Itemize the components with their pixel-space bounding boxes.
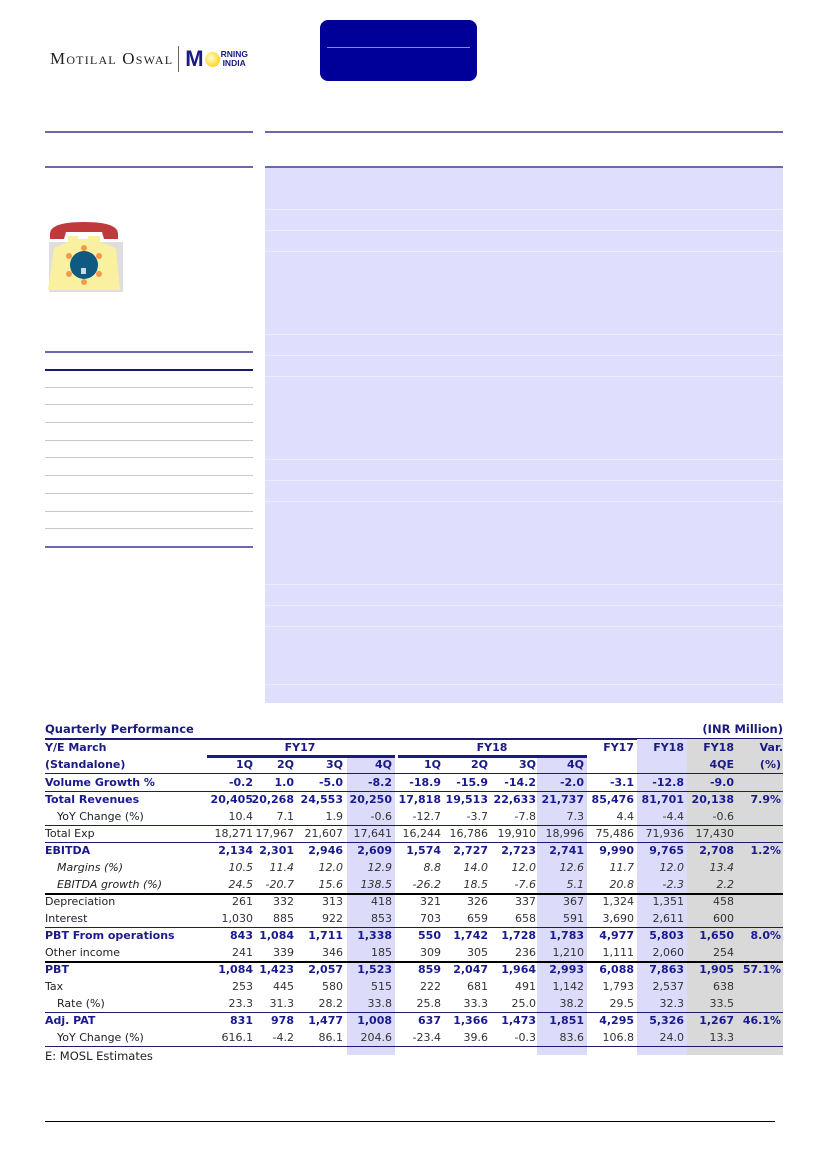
table-row — [45, 774, 783, 791]
conference-call-phone-icon — [46, 220, 124, 292]
row-value: 1,030 — [221, 912, 253, 925]
row-value: 204.6 — [360, 1031, 392, 1044]
row-value: 24,553 — [300, 793, 343, 806]
row-value: 1,728 — [501, 929, 536, 942]
row-value: -0.3 — [514, 1031, 536, 1044]
row-value: 222 — [420, 980, 441, 993]
row-value: 4.4 — [616, 810, 634, 823]
row-value: -12.8 — [652, 776, 684, 789]
row-value: -26.2 — [412, 878, 441, 891]
row-value: 8.0% — [750, 929, 781, 942]
row-value: 1,111 — [602, 946, 634, 959]
row-value: 922 — [322, 912, 343, 925]
row-value: 1,650 — [699, 929, 734, 942]
row-value: 85,476 — [591, 793, 634, 806]
row-value: 7,863 — [649, 963, 684, 976]
row-value: 21,737 — [541, 793, 584, 806]
left-rule-top — [45, 131, 253, 133]
table-row — [45, 825, 783, 842]
row-value: 853 — [371, 912, 392, 925]
table-row — [45, 927, 783, 944]
row-label: Volume Growth % — [45, 776, 155, 789]
row-value: 17,818 — [398, 793, 441, 806]
header-quarter: 3Q — [518, 758, 536, 771]
row-value: 18.5 — [463, 878, 488, 891]
row-value: 33.5 — [709, 997, 734, 1010]
row-value: 15.6 — [318, 878, 343, 891]
row-value — [735, 893, 781, 910]
row-value: 5,326 — [649, 1014, 684, 1027]
row-divider — [45, 1046, 783, 1047]
row-value: 2,946 — [308, 844, 343, 857]
row-value — [735, 808, 781, 825]
row-value: 2,727 — [453, 844, 488, 857]
table-row — [45, 1029, 783, 1046]
page-footer-rule — [45, 1121, 775, 1122]
row-value: 2,060 — [652, 946, 684, 959]
table-row — [45, 808, 783, 825]
content-panel — [265, 168, 783, 703]
row-value: 616.1 — [221, 1031, 253, 1044]
row-label: PBT From operations — [45, 929, 175, 942]
row-value: 14.0 — [463, 861, 488, 874]
row-value: -4.4 — [662, 810, 684, 823]
row-value: 1,338 — [357, 929, 392, 942]
row-value: -12.7 — [412, 810, 441, 823]
row-value: 28.2 — [318, 997, 343, 1010]
left-list-rule-4 — [45, 404, 253, 405]
row-value: 2,611 — [652, 912, 684, 925]
row-value: 1,210 — [552, 946, 584, 959]
sun-icon — [205, 52, 220, 67]
row-value: 638 — [713, 980, 734, 993]
row-value: 515 — [371, 980, 392, 993]
row-value: 2,537 — [652, 980, 684, 993]
row-label: Margins (%) — [57, 861, 124, 874]
row-value: 2,609 — [357, 844, 392, 857]
row-value: 1,351 — [652, 895, 684, 908]
row-value: 11.7 — [609, 861, 634, 874]
row-value: 445 — [273, 980, 294, 993]
row-value: 7.9% — [750, 793, 781, 806]
row-value: 38.2 — [559, 997, 584, 1010]
row-value: 418 — [371, 895, 392, 908]
panel-row-sep — [265, 480, 783, 481]
row-value: -2.3 — [662, 878, 684, 891]
row-value: 703 — [420, 912, 441, 925]
row-value: 12.0 — [511, 861, 536, 874]
row-value: 2,047 — [453, 963, 488, 976]
left-list-rule-6 — [45, 440, 253, 441]
table-row — [45, 995, 783, 1012]
row-value: -20.7 — [265, 878, 294, 891]
panel-row-sep — [265, 230, 783, 231]
table-row — [45, 859, 783, 876]
row-value: 57.1% — [742, 963, 781, 976]
row-value: -0.2 — [228, 776, 253, 789]
table-row — [45, 944, 783, 961]
row-value: 22,633 — [493, 793, 536, 806]
row-value: 1,324 — [602, 895, 634, 908]
row-value: 1,267 — [699, 1014, 734, 1027]
row-label: Total Exp — [45, 827, 95, 840]
row-value: -5.0 — [318, 776, 343, 789]
row-value: 106.8 — [602, 1031, 634, 1044]
row-value: 591 — [563, 912, 584, 925]
row-value: 9,765 — [649, 844, 684, 857]
row-value: 859 — [418, 963, 441, 976]
row-value: 10.4 — [228, 810, 253, 823]
row-value — [735, 1029, 781, 1046]
header-quarter: 1Q — [423, 758, 441, 771]
row-label: YoY Change (%) — [57, 810, 144, 823]
row-value: 1,742 — [453, 929, 488, 942]
logo-divider — [178, 46, 179, 72]
row-value: 19,513 — [445, 793, 488, 806]
row-label: PBT — [45, 963, 69, 976]
row-value — [735, 825, 781, 842]
header-fy18: FY18 — [653, 741, 684, 754]
row-divider — [45, 1012, 783, 1013]
row-value: 1,084 — [259, 929, 294, 942]
header-ye-march: Y/E March — [45, 741, 107, 754]
row-divider — [45, 825, 783, 826]
left-list-rule-5 — [45, 422, 253, 423]
row-value: 46.1% — [742, 1014, 781, 1027]
panel-row-sep — [265, 334, 783, 335]
row-value: 20,268 — [251, 793, 294, 806]
row-value: 25.8 — [416, 997, 441, 1010]
row-value: 31.3 — [269, 997, 294, 1010]
row-value: 659 — [467, 912, 488, 925]
row-value: 18,271 — [214, 827, 253, 840]
table-row — [45, 842, 783, 859]
row-value: -8.2 — [367, 776, 392, 789]
row-value: 2,708 — [699, 844, 734, 857]
row-value: -9.0 — [709, 776, 734, 789]
row-value: -23.4 — [412, 1031, 441, 1044]
row-value: 20,250 — [349, 793, 392, 806]
row-value: 313 — [322, 895, 343, 908]
row-value — [735, 876, 781, 893]
row-value: 2,134 — [218, 844, 253, 857]
row-value: 16,244 — [402, 827, 441, 840]
row-value: 13.4 — [709, 861, 734, 874]
row-value: 1,574 — [406, 844, 441, 857]
row-value: 309 — [420, 946, 441, 959]
row-value: 1,008 — [357, 1014, 392, 1027]
row-value: 23.3 — [228, 997, 253, 1010]
header-fy18e-4qe: 4QE — [709, 758, 734, 771]
wordmark-top: RNING — [220, 49, 248, 59]
row-value: 367 — [563, 895, 584, 908]
row-value: 29.5 — [609, 997, 634, 1010]
row-value: -3.7 — [466, 810, 488, 823]
row-value: 17,967 — [255, 827, 294, 840]
row-value: 17,430 — [695, 827, 734, 840]
table-row — [45, 876, 783, 893]
row-value: 600 — [713, 912, 734, 925]
row-value: 138.5 — [360, 878, 392, 891]
row-value: 681 — [467, 980, 488, 993]
row-value: 254 — [713, 946, 734, 959]
row-value: 185 — [371, 946, 392, 959]
row-value: 6,088 — [599, 963, 634, 976]
row-value: 885 — [273, 912, 294, 925]
panel-row-sep — [265, 584, 783, 585]
row-value: 332 — [273, 895, 294, 908]
panel-row-sep — [265, 626, 783, 627]
header-quarter: 2Q — [276, 758, 294, 771]
row-label: EBITDA growth (%) — [57, 878, 162, 891]
motilal-oswal-logo — [50, 44, 248, 74]
table-row — [45, 1012, 783, 1029]
row-label: Other income — [45, 946, 121, 959]
row-value: 831 — [230, 1014, 253, 1027]
left-list-rule-9 — [45, 493, 253, 494]
row-value: -7.8 — [514, 810, 536, 823]
row-value: 86.1 — [318, 1031, 343, 1044]
row-value: 236 — [515, 946, 536, 959]
row-divider — [45, 961, 783, 963]
row-value — [735, 995, 781, 1012]
row-value: 1,142 — [552, 980, 584, 993]
row-value — [735, 910, 781, 927]
row-value: 1.0 — [274, 776, 294, 789]
row-value: 39.6 — [463, 1031, 488, 1044]
row-value: 75,486 — [595, 827, 634, 840]
row-value: 1,964 — [501, 963, 536, 976]
row-value: -18.9 — [409, 776, 441, 789]
row-label: Total Revenues — [45, 793, 140, 806]
row-value: 580 — [322, 980, 343, 993]
row-value: 12.6 — [559, 861, 584, 874]
wordmark-bottom: INDIA — [222, 58, 246, 68]
row-value: 20,405 — [210, 793, 253, 806]
row-divider — [45, 791, 783, 792]
row-value: 83.6 — [559, 1031, 584, 1044]
row-value: -15.9 — [456, 776, 488, 789]
table-row — [45, 910, 783, 927]
panel-row-sep — [265, 501, 783, 502]
row-value: 658 — [515, 912, 536, 925]
row-label: Adj. PAT — [45, 1014, 96, 1027]
row-value: -0.6 — [712, 810, 734, 823]
row-value: 326 — [467, 895, 488, 908]
row-value: 20,138 — [691, 793, 734, 806]
header-var: Var. — [759, 741, 783, 754]
header-quarter: 2Q — [470, 758, 488, 771]
table-row — [45, 961, 783, 978]
row-value — [735, 944, 781, 961]
row-value: 20.8 — [609, 878, 634, 891]
left-list-rule-11 — [45, 528, 253, 529]
row-value: 4,977 — [599, 929, 634, 942]
row-value: 33.8 — [367, 997, 392, 1010]
row-value: 1,084 — [218, 963, 253, 976]
row-value: 1.2% — [750, 844, 781, 857]
row-label: YoY Change (%) — [57, 1031, 144, 1044]
table-footnote: E: MOSL Estimates — [45, 1049, 153, 1063]
row-value: 12.0 — [659, 861, 684, 874]
header-quarter: 1Q — [235, 758, 253, 771]
panel-row-sep — [265, 209, 783, 210]
row-value: 978 — [271, 1014, 294, 1027]
row-value: 11.4 — [269, 861, 294, 874]
row-value: 13.3 — [709, 1031, 734, 1044]
row-value: 2,301 — [259, 844, 294, 857]
header-fy17-group: FY17 — [284, 741, 316, 754]
row-value: 491 — [515, 980, 536, 993]
row-value: 33.3 — [463, 997, 488, 1010]
row-value: 241 — [232, 946, 253, 959]
row-value: 7.1 — [276, 810, 294, 823]
row-label: Rate (%) — [57, 997, 105, 1010]
row-value: 337 — [515, 895, 536, 908]
row-value: 5.1 — [566, 878, 584, 891]
row-value: 18,996 — [545, 827, 584, 840]
left-list-rule-bottom — [45, 546, 253, 548]
morning-india-m: M — [185, 46, 204, 71]
row-value: 1,423 — [259, 963, 294, 976]
row-value: -14.2 — [504, 776, 536, 789]
header-standalone: (Standalone) — [45, 758, 126, 771]
row-value: 24.0 — [659, 1031, 684, 1044]
row-value: 2,993 — [549, 963, 584, 976]
row-value: 32.3 — [659, 997, 684, 1010]
table-title: Quarterly Performance — [45, 722, 194, 736]
header-row-2 — [45, 756, 783, 773]
table-row — [45, 978, 783, 995]
row-value: 12.0 — [318, 861, 343, 874]
badge-divider — [327, 47, 470, 48]
row-value: 5,803 — [649, 929, 684, 942]
right-rule-top — [265, 131, 783, 133]
row-value: 25.0 — [511, 997, 536, 1010]
row-value: 458 — [713, 895, 734, 908]
left-list-rule-10 — [45, 511, 253, 512]
row-label: Depreciation — [45, 895, 116, 908]
row-value: -0.6 — [370, 810, 392, 823]
row-value: -4.2 — [272, 1031, 294, 1044]
row-value: 346 — [322, 946, 343, 959]
brand-name: Motilal Oswal — [50, 49, 174, 68]
row-value: 9,990 — [599, 844, 634, 857]
header-row-1 — [45, 739, 783, 756]
panel-row-sep — [265, 605, 783, 606]
row-value: 3,690 — [602, 912, 634, 925]
header-fy18e: FY18 — [703, 741, 734, 754]
row-value: 1.9 — [325, 810, 343, 823]
panel-row-sep — [265, 684, 783, 685]
row-value: 1,477 — [308, 1014, 343, 1027]
row-value: 550 — [418, 929, 441, 942]
header-badge — [320, 20, 477, 81]
table-row — [45, 791, 783, 808]
row-value: 253 — [232, 980, 253, 993]
row-value: 321 — [420, 895, 441, 908]
row-value: 1,366 — [453, 1014, 488, 1027]
morning-india-wordmark — [221, 50, 248, 68]
row-value: 1,711 — [308, 929, 343, 942]
row-value: -2.0 — [559, 776, 584, 789]
left-list-rule-1 — [45, 351, 253, 353]
row-value: 1,473 — [501, 1014, 536, 1027]
row-value: 4,295 — [599, 1014, 634, 1027]
left-list-rule-8 — [45, 475, 253, 476]
table-unit: (INR Million) — [702, 722, 783, 736]
row-value: 71,936 — [645, 827, 684, 840]
row-divider — [45, 893, 783, 895]
row-label: Interest — [45, 912, 88, 925]
header-quarter: 3Q — [325, 758, 343, 771]
row-value: 637 — [418, 1014, 441, 1027]
row-value: -7.6 — [514, 878, 536, 891]
row-value: 843 — [230, 929, 253, 942]
row-divider — [45, 927, 783, 928]
row-value: -3.1 — [609, 776, 634, 789]
left-list-rule-3 — [45, 387, 253, 388]
row-value: 339 — [273, 946, 294, 959]
row-value: 305 — [467, 946, 488, 959]
row-value: 261 — [232, 895, 253, 908]
panel-row-sep — [265, 251, 783, 252]
row-value: 7.3 — [566, 810, 584, 823]
row-value: 17,641 — [353, 827, 392, 840]
header-var-pct: (%) — [759, 758, 781, 771]
row-value: 81,701 — [641, 793, 684, 806]
row-value: 8.8 — [423, 861, 441, 874]
row-value: 1,905 — [699, 963, 734, 976]
header-quarter: 4Q — [566, 758, 584, 771]
header-fy18-group: FY18 — [476, 741, 508, 754]
row-value: 1,783 — [549, 929, 584, 942]
row-value: 1,523 — [357, 963, 392, 976]
left-rule-second — [45, 166, 253, 168]
row-divider — [45, 842, 783, 843]
row-value: 2,741 — [549, 844, 584, 857]
row-value — [735, 978, 781, 995]
left-list-rule-2 — [45, 369, 253, 371]
row-value: 10.5 — [228, 861, 253, 874]
row-value — [735, 774, 781, 791]
table-row — [45, 893, 783, 910]
row-value: 16,786 — [449, 827, 488, 840]
row-value: 2.2 — [716, 878, 734, 891]
row-value — [735, 859, 781, 876]
left-list-rule-7 — [45, 457, 253, 458]
row-value: 19,910 — [497, 827, 536, 840]
row-value: 2,057 — [308, 963, 343, 976]
row-value: 21,607 — [304, 827, 343, 840]
panel-row-sep — [265, 459, 783, 460]
row-label: Tax — [45, 980, 64, 993]
row-value: 24.5 — [228, 878, 253, 891]
row-value: 12.9 — [367, 861, 392, 874]
row-value: 1,793 — [602, 980, 634, 993]
header-quarter: 4Q — [374, 758, 392, 771]
panel-row-sep — [265, 376, 783, 377]
panel-row-sep — [265, 355, 783, 356]
row-value: 1,851 — [549, 1014, 584, 1027]
header-fy17: FY17 — [603, 741, 634, 754]
row-label: EBITDA — [45, 844, 91, 857]
row-value: 2,723 — [501, 844, 536, 857]
